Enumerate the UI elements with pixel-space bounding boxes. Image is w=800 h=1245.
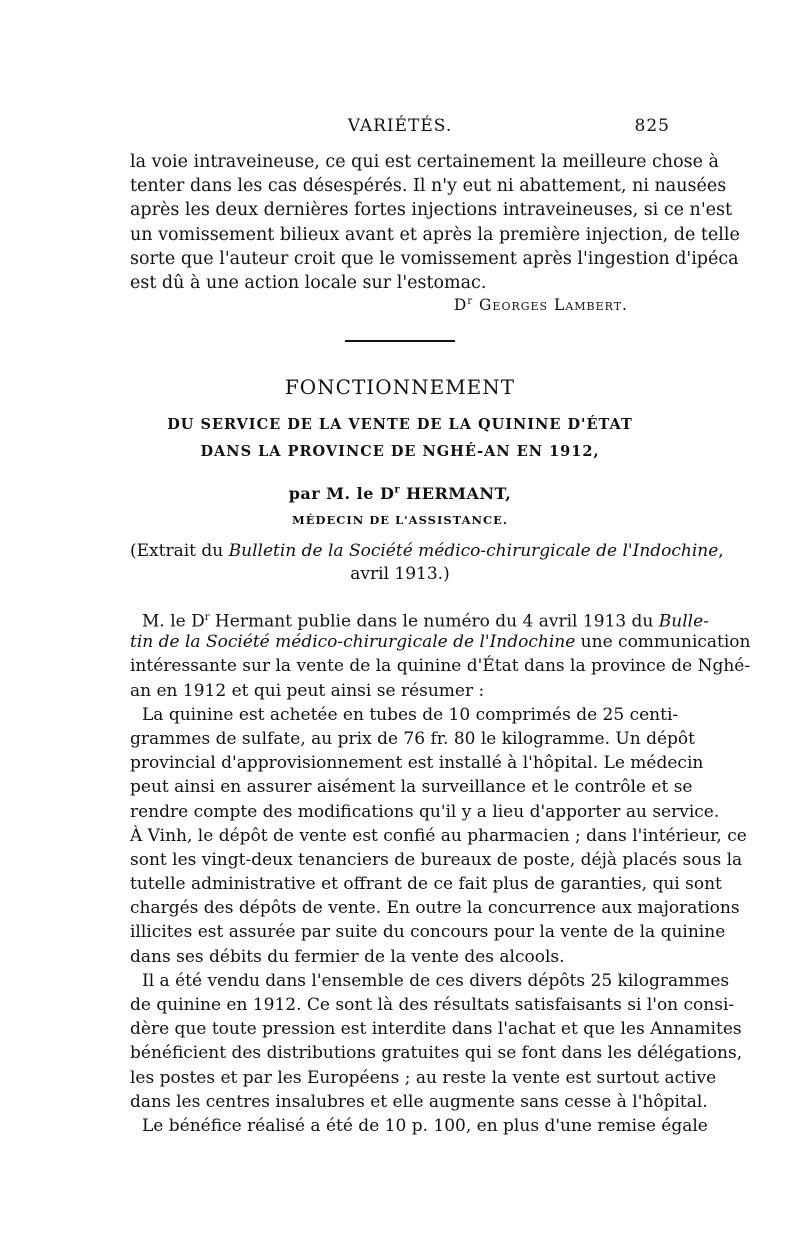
text-line: dans les centres insalubres et elle augmente sans cesse à l'hôpital. [130,1091,708,1112]
source-close: , [718,541,724,561]
text-line: après les deux dernières fortes injections intraveineuses, si ce n'est [130,200,733,221]
body-line2-italic: tin de la Société médico-chirurgicale de l'Indochine [130,632,576,653]
text-line: rendre compte des modifications qu'il y a lieu d'apporter au service. [130,801,720,822]
body-line2-b: une communication [575,632,751,653]
text-line [130,630,751,654]
body-line1-a: M. le D [142,611,205,632]
text-line: dère que toute pression est interdite dans l'achat et que les Annamites [130,1019,742,1040]
byline-sup: r [394,484,401,496]
author-signature [130,296,628,314]
text-line: an en 1912 et qui peut ainsi se résumer : [130,680,485,701]
text-line: chargés des dépôts de vente. En outre la concurrence aux majorations [130,898,740,919]
source-citation [130,541,724,561]
text-line: tutelle administrative et offrant de ce fait plus de garanties, qui sont [130,874,722,895]
author-affiliation: MÉDECIN DE L'ASSISTANCE. [292,513,508,527]
text-line: peut ainsi en assurer aisément la surveillance et le contrôle et se [130,777,693,798]
text-line: illicites est assurée par suite du concours pour la vente de la quinine [130,922,726,943]
body-line1-sup: r [204,612,210,623]
text-line: La quinine est achetée en tubes de 10 comprimés de 25 centi- [142,704,679,725]
running-title: VARIÉTÉS. [347,116,453,136]
signature-name: Georges Lambert. [479,296,628,315]
running-header [130,116,670,146]
body-line1-b: Hermant publie dans le numéro du 4 avril 1913 du [209,611,659,632]
text-line: intéressante sur la vente de la quinine d'État dans la province de Nghé- [130,656,751,677]
source-date: avril 1913.) [350,564,450,584]
text-line: Le bénéfice réalisé a été de 10 p. 100, en plus d'une remise égale [142,1115,708,1136]
signature-prefix: D [453,296,468,315]
body-line1-italic: Bulle- [658,611,709,632]
text-line: de quinine en 1912. Ce sont là des résultats satisfaisants si l'on consi- [130,995,735,1015]
text-line: un vomissement bilieux avant et après la première injection, de telle [130,224,740,245]
text-line: les postes et par les Européens ; au reste la vente est surtout active [130,1067,717,1088]
source-journal: Bulletin de la Société médico-chirurgicale de l'Indochine [228,541,719,561]
article-title: FONCTIONNEMENT [284,375,516,399]
signature-sup: r [467,296,474,307]
text-line: la voie intraveineuse, ce qui est certainement la meilleure chose à [130,152,719,172]
previous-article-ending [130,150,740,295]
text-line: est dû à une action locale sur l'estomac. [130,272,487,293]
text-line: Il a été vendu dans l'ensemble de ces divers dépôts 25 kilogrammes [142,970,730,991]
text-line: provincial d'approvisionnement est installé à l'hôpital. Le médecin [130,753,704,774]
text-line: dans ses débits du fermier de la vente des alcools. [130,946,565,967]
text-line: sont les vingt-deux tenanciers de bureaux de poste, déjà placés sous la [130,849,743,870]
section-divider [345,340,455,342]
text-line: tenter dans les cas désespérés. Il n'y eut ni abattement, ni nausées [130,176,727,197]
text-line [130,606,709,632]
page-number: 825 [634,116,670,136]
byline-prefix: par M. le D [288,484,395,503]
article-subtitle-line1: DU SERVICE DE LA VENTE DE LA QUININE D'ÉTAT [167,416,633,433]
text-line: À Vinh, le dépôt de vente est confié au pharmacien ; dans l'intérieur, ce [130,825,747,846]
text-line: sorte que l'auteur croit que le vomissement après l'ingestion d'ipéca [130,248,739,269]
byline-name: HERMANT, [400,484,512,503]
article-subtitle-line2: DANS LA PROVINCE DE NGHÉ-AN EN 1912, [200,443,600,460]
article-byline [130,484,670,503]
text-line: grammes de sulfate, au prix de 76 fr. 80 le kilogramme. Un dépôt [130,728,695,749]
text-line: bénéficient des distributions gratuites qui se font dans les délégations, [130,1043,743,1064]
article-body [130,606,751,1138]
source-open: (Extrait du [130,541,229,561]
